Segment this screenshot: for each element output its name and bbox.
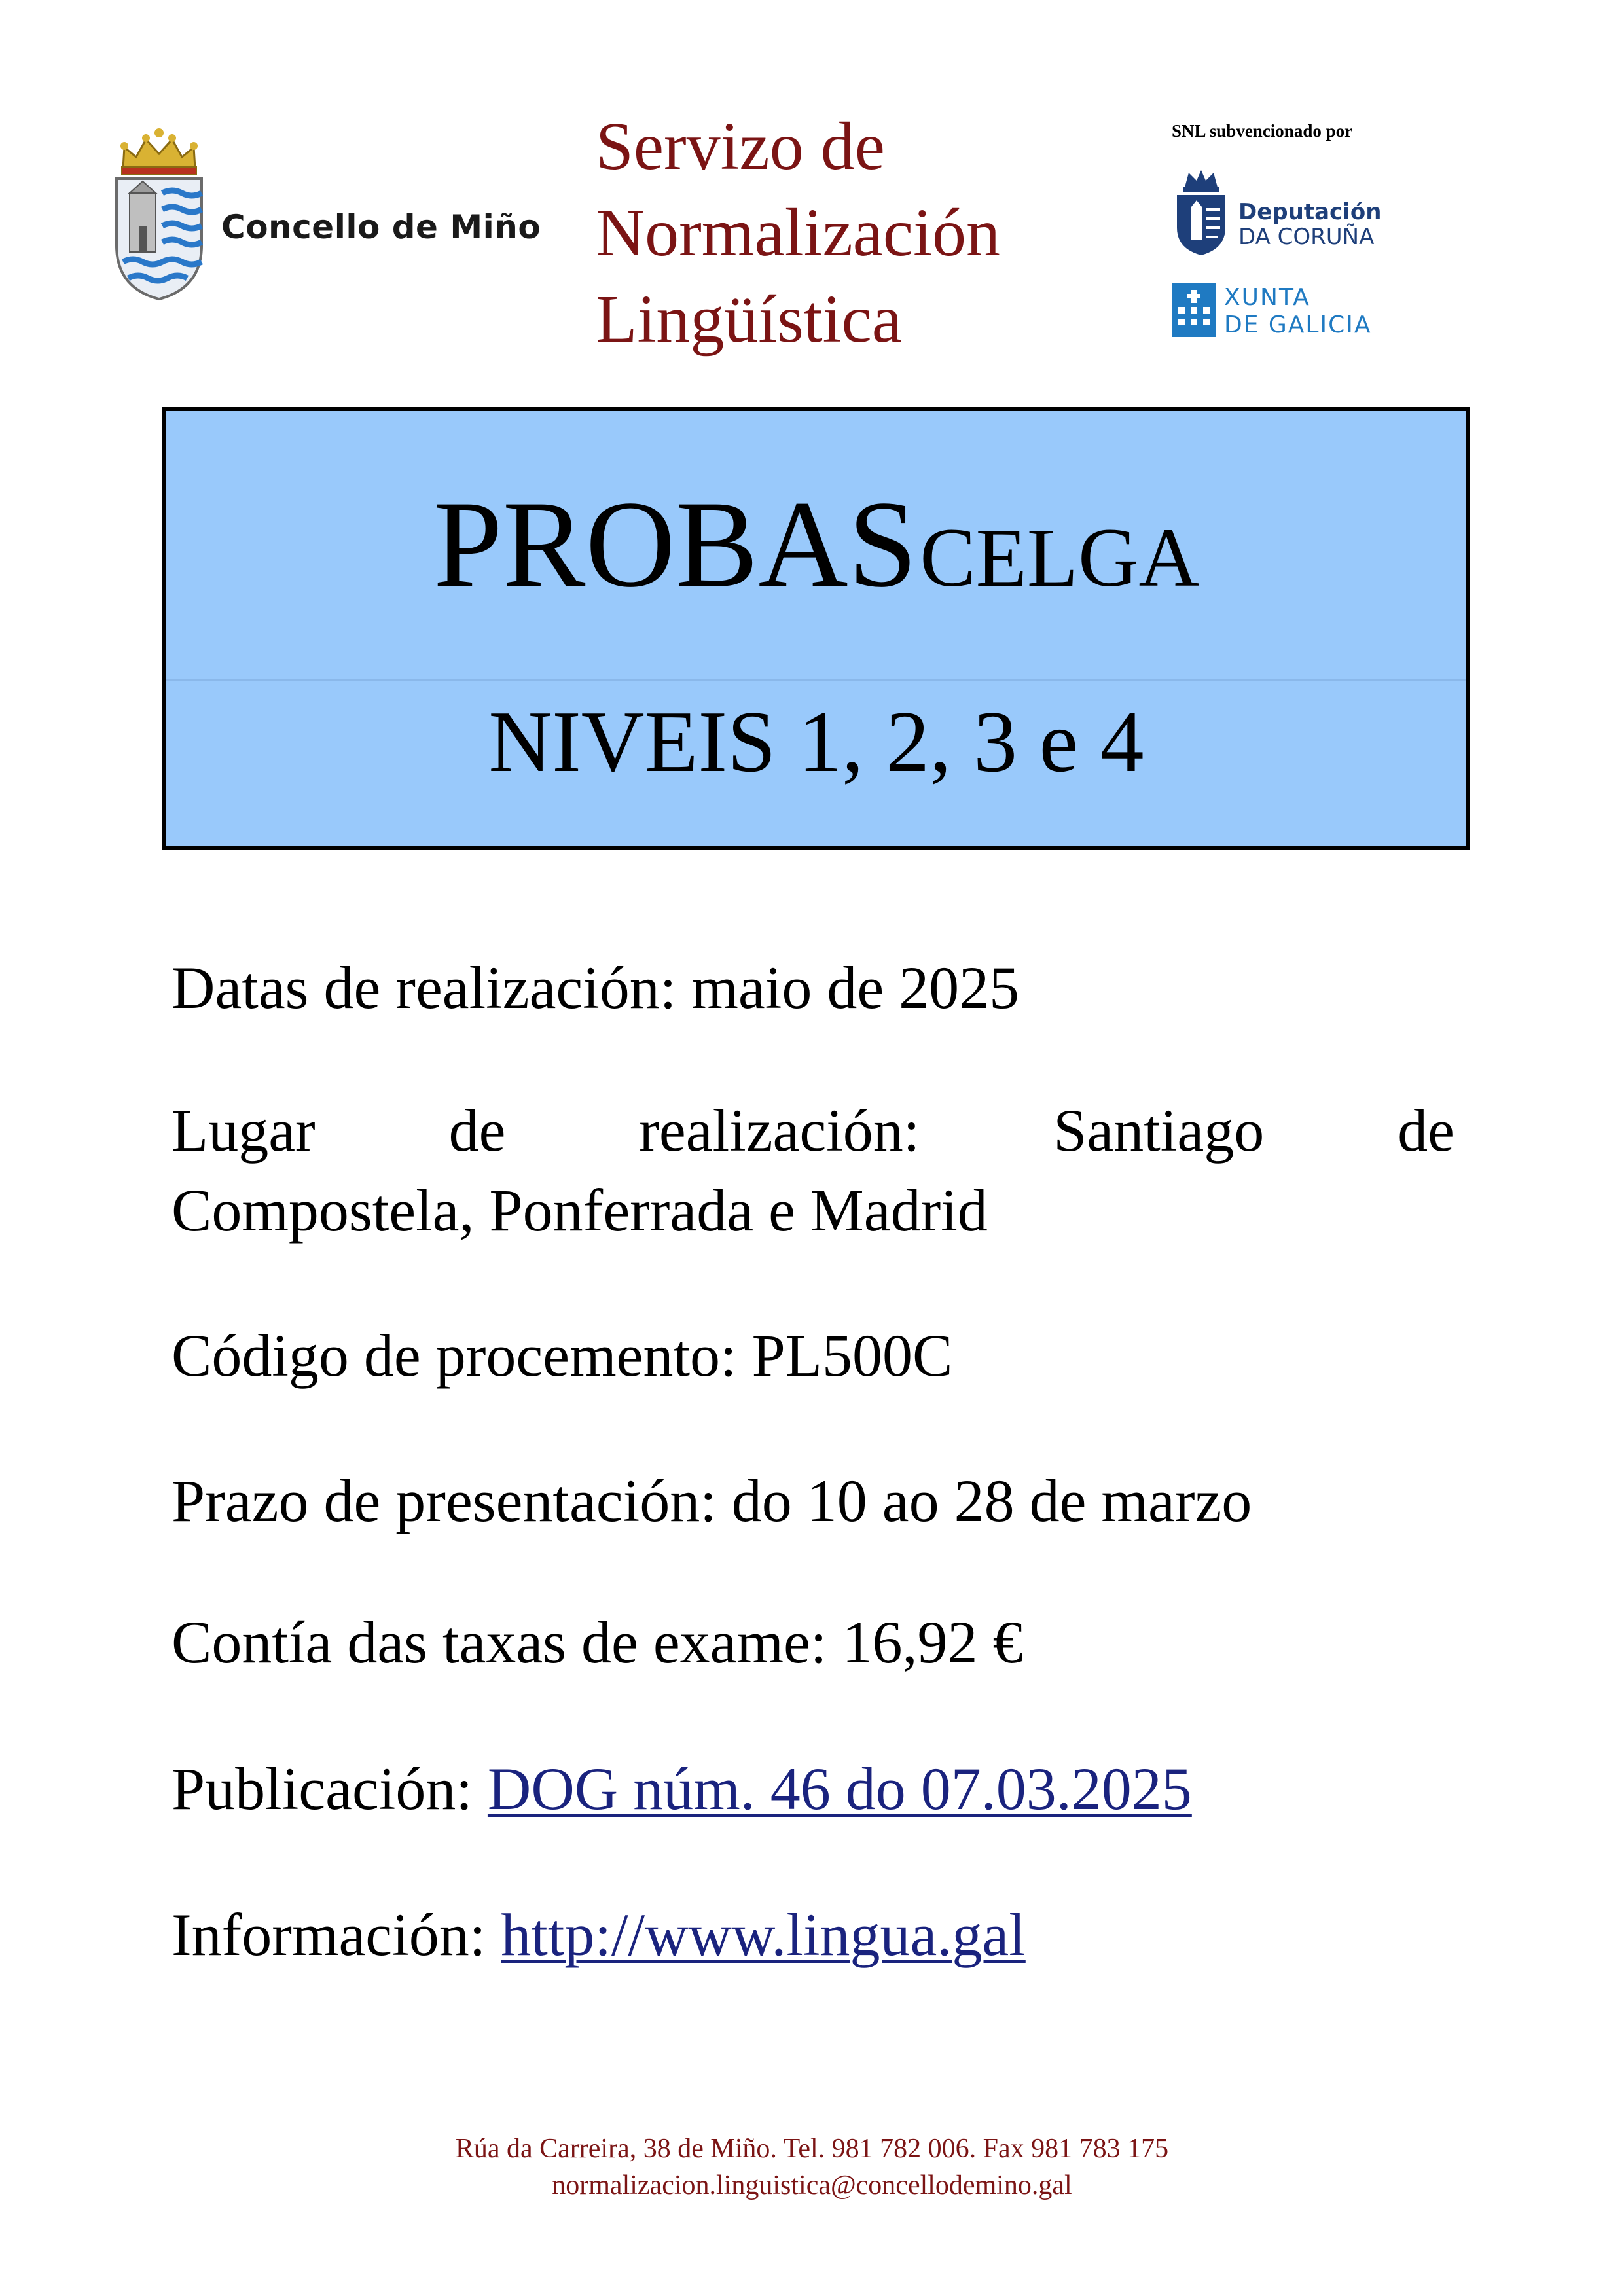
info-lugar-label-word-2: de: [448, 1097, 506, 1164]
concello-crest-icon: [110, 128, 208, 301]
info-publicacion: [171, 1749, 1454, 1829]
info-codigo: [171, 1316, 1454, 1395]
xunta-line-1: XUNTA: [1224, 284, 1310, 311]
deputacion-text: [1238, 200, 1381, 249]
info-contia: [171, 1602, 1454, 1682]
info-contia-colon: :: [810, 1609, 827, 1676]
info-publicacion-label: Publicación: [171, 1755, 456, 1822]
banner-title-sub: CELGA: [920, 511, 1199, 604]
dog-link[interactable]: DOG núm. 46 do 07.03.2025: [487, 1755, 1192, 1822]
xunta-text: [1224, 284, 1372, 339]
info-lugar-value-word-2: de: [1398, 1097, 1454, 1164]
info-publicacion-colon: :: [456, 1755, 488, 1822]
info-prazo-label: Prazo de presentación: [171, 1467, 700, 1534]
info-informacion-label: Información:: [171, 1901, 486, 1968]
info-codigo-colon: :: [720, 1322, 737, 1389]
info-prazo: [171, 1461, 1454, 1541]
info-lugar-colon: :: [903, 1097, 920, 1164]
banner-title-main: PROBAS: [433, 476, 918, 613]
info-lugar-label-word-1: Lugar: [171, 1097, 316, 1164]
info-datas: [171, 948, 1454, 1028]
footer-email: normalizacion.linguistica@concellodemino.gal: [552, 2170, 1072, 2200]
service-title-line-3: Lingüística: [596, 281, 902, 357]
concello-name: Concello de Miño: [221, 208, 541, 246]
xunta-logo-icon: [1172, 283, 1216, 337]
info-datas-label: Datas de realización:: [171, 954, 677, 1021]
info-contia-label: Contía das taxas de exame: [171, 1609, 810, 1676]
banner-title: [166, 473, 1466, 616]
service-title: [596, 103, 1000, 363]
banner-subtitle: NIVEIS 1, 2, 3 e 4: [488, 693, 1144, 790]
deputacion-line-1: Deputación: [1238, 199, 1382, 225]
info-datas-value: maio de 2025: [676, 954, 1020, 1021]
info-contia-value: 16,92 €: [827, 1609, 1023, 1676]
lingua-link[interactable]: http://www.lingua.gal: [501, 1901, 1026, 1968]
service-title-line-2: Normalización: [596, 195, 1000, 270]
info-informacion: [171, 1895, 1454, 1975]
footer-address: Rúa da Carreira, 38 de Miño. Tel. 981 782 006. Fax 981 783 175: [455, 2134, 1169, 2164]
info-codigo-label: Código de procemento: [171, 1322, 721, 1389]
info-codigo-value: PL500C: [736, 1322, 953, 1389]
info-lugar-value-word-1: Santiago: [1053, 1097, 1265, 1164]
sponsor-label: SNL subvencionado por: [1172, 121, 1353, 141]
probas-banner: [162, 407, 1470, 850]
banner-divider: [166, 679, 1466, 681]
info-lugar-value-line-2: Compostela, Ponferrada e Madrid: [171, 1177, 988, 1244]
deputacion-logo-icon: [1172, 169, 1231, 257]
info-prazo-value: do 10 ao 28 de marzo: [716, 1467, 1252, 1534]
xunta-line-2: DE GALICIA: [1224, 312, 1372, 338]
info-lugar: [171, 1090, 1454, 1250]
info-lugar-label-word-3: realización: [639, 1097, 903, 1164]
deputacion-line-2: DA CORUÑA: [1238, 224, 1375, 250]
info-prazo-colon: :: [700, 1467, 717, 1534]
service-title-line-1: Servizo de: [596, 109, 885, 184]
